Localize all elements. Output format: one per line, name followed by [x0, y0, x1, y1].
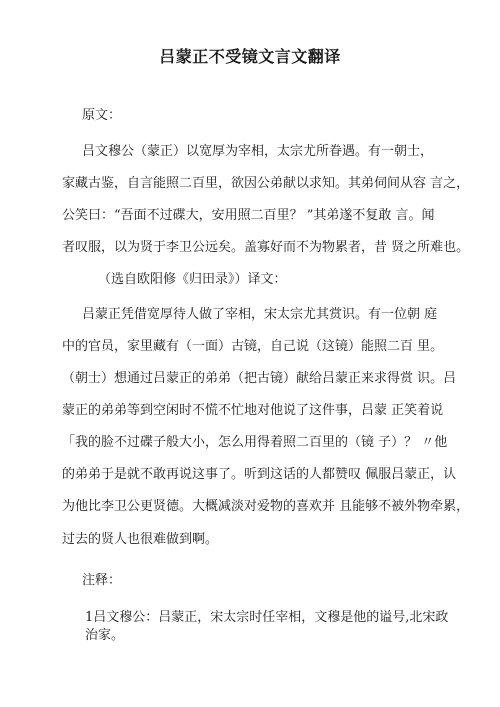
- translation-line: 为他比李卫公更贤德。大概减淡对爱物的喜欢并 且能够不被外物牵累，: [62, 499, 470, 514]
- translation-line: 蒙正的弟弟等到空闲时不慌不忙地对他说了这件事，吕蒙 正笑着说: [62, 403, 444, 418]
- original-line: 家藏古鉴，自言能照二百里，欲因公弟献以求知。其弟伺间从容 言之，: [62, 176, 470, 191]
- translation-line: 「我的脸不过碟子般大小，怎么用得着照二百里的（镜 子）？ 〃他: [62, 435, 448, 450]
- translation-line: 的弟弟于是就不敢再说这事了。听到这话的人都赞叹 佩服吕蒙正，认: [62, 467, 457, 482]
- translation-line: 吕蒙正凭借宽厚待人做了宰相，宋太宗尤其赏识。有一位朝 庭: [82, 307, 438, 322]
- original-line: 公笑曰：“吾面不过碟大，安用照二百里？ ”其弟遂不复敢 言。闻: [62, 208, 435, 223]
- source-line: （选自欧阳修《归田录》）译文：: [98, 272, 287, 287]
- translation-line: 过去的贤人也很难做到啊。: [62, 532, 219, 547]
- note-line: 1吕文穆公：吕蒙正，宋太宗时任宰相，文穆是他的谥号,北宋政: [85, 610, 449, 625]
- document-title: 吕蒙正不受镜文言文翻译: [159, 47, 341, 66]
- original-line: 吕文穆公（蒙正）以宽厚为宰相，太宗尤所眷遇。有一朝士，: [82, 144, 434, 159]
- original-heading: 原文：: [82, 108, 122, 123]
- original-line: 者叹服，以为贤于李卫公远矣。盖寡好而不为物累者，昔 贤之所难也。: [62, 240, 470, 255]
- translation-line: 中的官员，家里藏有（一面）古镜，自己说（这镜）能照二百 里。: [62, 339, 444, 354]
- note-line: 治家。: [85, 628, 125, 643]
- translation-line: （朝士）想通过吕蒙正的弟弟（把古镜）献给吕蒙正来求得赏 识。吕: [62, 371, 457, 386]
- notes-heading: 注释：: [82, 573, 122, 588]
